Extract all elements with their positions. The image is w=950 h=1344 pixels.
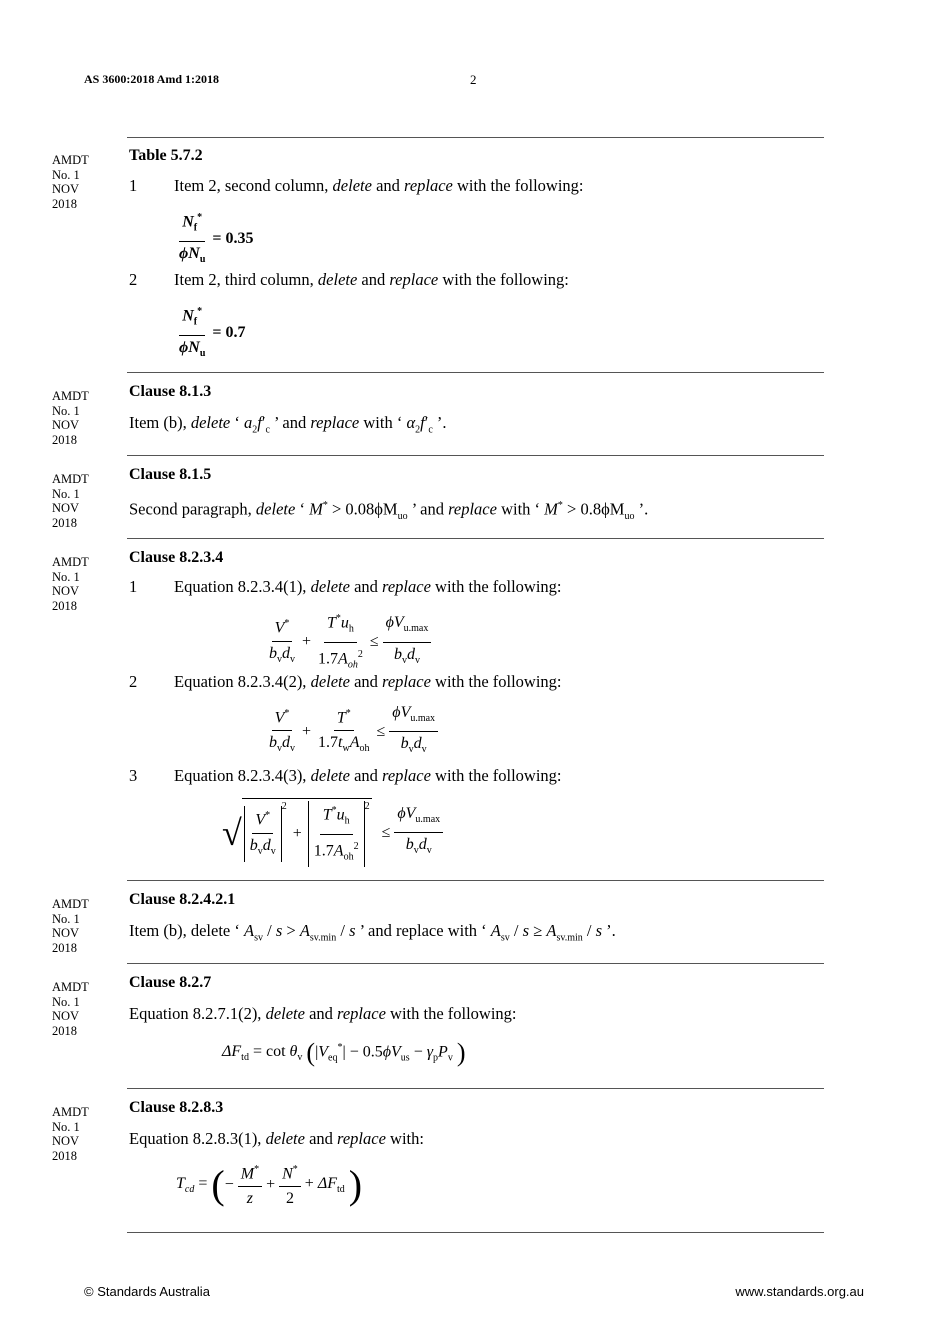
footer-copyright: © Standards Australia	[84, 1284, 210, 1299]
equation: $\frac{N_f^*}{\phi N_u}$ = 0.7	[176, 302, 250, 364]
section-clause-8-2-3-4	[129, 548, 819, 568]
amendment-note: AMDT No. 1 NOV 2018	[52, 153, 89, 211]
divider	[127, 137, 824, 138]
section-heading: Clause 8.1.5	[129, 466, 212, 483]
divider	[127, 455, 824, 456]
equation: $T_{cd}$ = ( − $\frac{M^*}{z}$ + $\frac{N^*}{2}$ + $\Delta F_{td}$ )	[176, 1160, 366, 1209]
section-heading: Clause 8.2.8.3	[129, 1099, 224, 1116]
divider	[127, 963, 824, 964]
section-heading: Clause 8.1.3	[129, 383, 212, 400]
equation: $\frac{V^*}{b_vd_v}$ + $\frac{T^*u_h}{1.7A_{oh}^2}$ ≤ $\frac{\phi V_{u.max}}{b_vd_v}$	[266, 609, 435, 675]
section-clause-8-1-3: Clause 8.1.3 Item (b), delete ‘ $a_2f'_c$ ’ and replace with ‘ $\alpha_2f'_c$ ’.	[129, 382, 819, 441]
section-clause-8-2-4-2-1: Clause 8.2.4.2.1 Item (b), delete ‘ $A_{sv} / s > A_{sv.min} / s$ ’ and replace with ‘ $A_{sv} / s \ge A_{sv.min} / s$ ’.	[129, 890, 819, 949]
section-heading: Table 5.7.2	[129, 147, 203, 164]
section-clause-8-1-5: Clause 8.1.5 Second paragraph, delete ‘ $M^* > 0.08\phi M_{uo}$ ’ and replace with ‘ $M^* > 0.8\phi M_{uo}$ ’.	[129, 465, 819, 528]
equation: $\Delta F_{td} = \cot \theta_v$ ( $|V_{eq}^*| - 0.5\phi V_{us} - \gamma_pP_v$ )	[222, 1038, 466, 1067]
equation: √ $\frac{V^*}{b_vd_v}$ $^2$ + $\frac{T^*u_h}{1.7A_{oh}^2}$ $^2$ ≤ $\frac{\phi V_{u.max}}{b_vd_v}$	[222, 798, 447, 867]
section-clause-8-2-8-3: Clause 8.2.8.3 Equation 8.2.8.3(1), delete and replace with:	[129, 1098, 819, 1150]
amendment-note: AMDT No. 1 NOV 2018	[52, 980, 89, 1038]
section-heading: Clause 8.2.3.4	[129, 549, 224, 566]
divider	[127, 1088, 824, 1089]
amendment-note: AMDT No. 1 NOV 2018	[52, 1105, 89, 1163]
amendment-note: AMDT No. 1 NOV 2018	[52, 555, 89, 613]
page-number: 2	[470, 72, 477, 87]
divider	[127, 538, 824, 539]
amendment-note: AMDT No. 1 NOV 2018	[52, 897, 89, 955]
amendment-note: AMDT No. 1 NOV 2018	[52, 472, 89, 530]
document-id: AS 3600:2018 Amd 1:2018	[84, 72, 220, 86]
section-table-5-7-2	[129, 146, 819, 166]
divider	[127, 880, 824, 881]
section-heading: Clause 8.2.7	[129, 974, 212, 991]
divider	[127, 1232, 824, 1233]
divider	[127, 372, 824, 373]
section-heading: Clause 8.2.4.2.1	[129, 891, 236, 908]
equation: $\frac{N_f^*}{\phi N_u}$ = 0.35	[176, 208, 258, 270]
section-clause-8-2-7: Clause 8.2.7 Equation 8.2.7.1(2), delete and replace with the following:	[129, 973, 819, 1025]
footer-website[interactable]: www.standards.org.au	[735, 1284, 864, 1299]
amendment-note: AMDT No. 1 NOV 2018	[52, 389, 89, 447]
equation: $\frac{V^*}{b_vd_v}$ + $\frac{T^*}{1.7t_wA_{oh}}$ ≤ $\frac{\phi V_{u.max}}{b_vd_v}$	[266, 703, 442, 760]
